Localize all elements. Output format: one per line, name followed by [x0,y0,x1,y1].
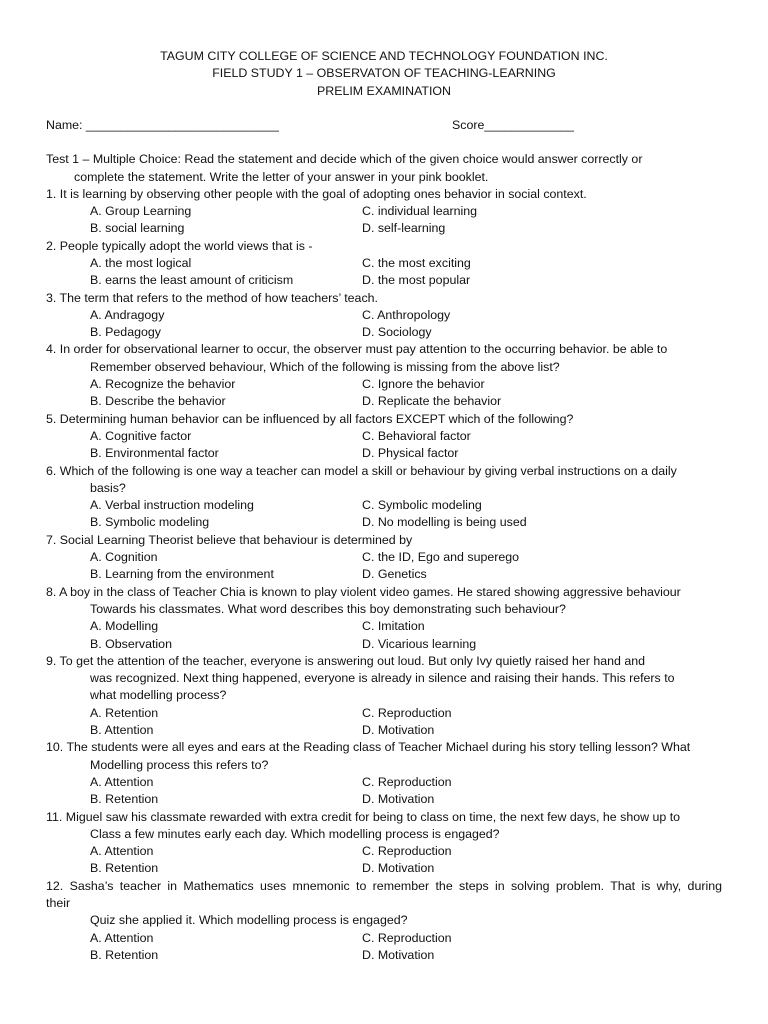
answer-options [46,307,722,342]
school-name: TAGUM CITY COLLEGE OF SCIENCE AND TECHNOLOGY FOUNDATION INC. [160,49,608,63]
question-stem-continued: Modelling process this refers to? [90,757,269,772]
answer-option: A. Group Learning [90,204,192,219]
answer-option: B. Retention [90,861,159,876]
question-stem: 10. The students were all eyes and ears at the Reading class of Teacher Michael during his story telling lesson? What [46,740,691,755]
answer-options [46,376,722,411]
question-3 [46,290,722,342]
exam-title: PRELIM EXAMINATION [316,83,452,98]
question-stem: 9. To get the attention of the teacher, everyone is answering out loud. But only Ivy quietly raised her hand and [46,653,646,668]
question-stem: 8. A boy in the class of Teacher Chia is known to play violent video games. He stared showing aggressive behaviour [46,584,681,599]
answer-options [46,774,722,809]
question-stem-continued: Towards his classmates. What word describes this boy demonstrating such behaviour? [90,601,566,616]
question-2 [46,238,722,290]
instructions-line: Test 1 – Multiple Choice: Read the statement and decide which of the given choice would answer correctly or [46,152,643,167]
answer-options [46,255,722,290]
exam-header [46,48,722,100]
answer-option: B. Observation [90,636,172,651]
question-12 [46,878,722,964]
answer-option: A. Attention [90,774,154,789]
answer-option: B. Symbolic modeling [90,515,210,530]
score-field: Score_____________ [452,118,574,133]
answer-option: D. self-learning [362,221,446,236]
answer-option: D. Motivation [362,723,435,738]
answer-option: B. Describe the behavior [90,394,226,409]
answer-option: B. Retention [90,947,159,962]
answer-option: A. Attention [90,844,154,859]
question-5 [46,411,722,463]
answer-option: D. Replicate the behavior [362,394,502,409]
question-8 [46,584,722,653]
answer-options [46,549,722,584]
answer-option: A. Andragogy [90,307,165,322]
answer-option: B. earns the least amount of criticism [90,273,294,288]
answer-options [46,497,722,532]
question-stem-continued: was recognized. Next thing happened, everyone is already in silence and raising their hands. This refers to [90,671,675,686]
question-7 [46,532,722,584]
answer-option: C. Reproduction [362,930,452,945]
question-9 [46,653,722,739]
answer-option: A. Cognitive factor [90,428,192,443]
question-stem: 4. In order for observational learner to occur, the observer must pay attention to the occurring behavior. be able to [46,342,668,357]
answer-option: B. Environmental factor [90,446,219,461]
answer-option: D. Genetics [362,567,427,582]
answer-options [46,203,722,238]
answer-option: C. Imitation [362,619,425,634]
question-stem-continued: Class a few minutes early each day. Which modelling process is engaged? [90,826,500,841]
answer-option: A. Retention [90,705,159,720]
question-4 [46,341,722,410]
answer-option: D. the most popular [362,273,471,288]
answer-option: B. Attention [90,723,154,738]
answer-option: B. Pedagogy [90,325,161,340]
question-stem-continued: basis? [90,480,126,495]
question-stem: 7. Social Learning Theorist believe that behaviour is determined by [46,532,413,547]
question-list [46,186,722,964]
answer-option: A. Modelling [90,619,159,634]
question-6 [46,463,722,532]
answer-option: D. No modelling is being used [362,515,527,530]
answer-option: D. Vicarious learning [362,636,477,651]
answer-option: D. Motivation [362,792,435,807]
question-10 [46,739,722,808]
answer-option: C. Behavioral factor [362,428,471,443]
answer-option: A. Attention [90,930,154,945]
answer-option: D. Physical factor [362,446,459,461]
question-1 [46,186,722,238]
question-stem: 6. Which of the following is one way a teacher can model a skill or behaviour by giving verbal instructions on a daily [46,463,677,478]
answer-option: A. Verbal instruction modeling [90,498,254,513]
answer-option: C. individual learning [362,204,478,219]
question-stem: 2. People typically adopt the world views that is - [46,238,313,253]
answer-option: A. Recognize the behavior [90,377,236,392]
test-instructions [46,151,722,186]
question-stem: 11. Miguel saw his classmate rewarded with extra credit for being to class on time, the next few days, he show up to [46,809,681,824]
question-stem-continued: Remember observed behaviour, Which of the following is missing from the above list? [90,359,560,374]
answer-option: C. Symbolic modeling [362,498,482,513]
answer-options [46,618,722,653]
answer-option: A. the most logical [90,256,192,270]
answer-options [46,705,722,740]
question-stem: 1. It is learning by observing other people with the goal of adopting ones behavior in social context. [46,186,587,201]
answer-option: C. Anthropology [362,307,451,322]
course-title: FIELD STUDY 1 – OBSERVATON OF TEACHING-LEARNING [212,66,556,81]
answer-option: B. Learning from the environment [90,567,274,582]
question-stem-continued: what modelling process? [90,688,227,703]
answer-option: C. Reproduction [362,774,452,789]
name-field: Name: ____________________________ [46,118,279,133]
answer-option: C. Ignore the behavior [362,377,485,392]
answer-option: B. social learning [90,221,185,236]
answer-options [46,930,722,965]
answer-option: B. Retention [90,792,159,807]
answer-option: A. Cognition [90,550,158,565]
answer-option: C. Reproduction [362,844,452,859]
answer-options [46,843,722,878]
answer-option: C. Reproduction [362,705,452,720]
question-stem-continued: their [46,895,71,910]
student-fields [46,117,722,134]
answer-options [46,428,722,463]
answer-option: C. the most exciting [362,256,471,270]
answer-option: C. the ID, Ego and superego [362,550,520,565]
question-stem: 12. Sasha’s teacher in Mathematics uses mnemonic to remember the steps in solving problem. That is why, during [46,878,722,893]
answer-option: D. Sociology [362,325,432,340]
question-11 [46,809,722,878]
question-stem: 3. The term that refers to the method of how teachers’ teach. [46,290,378,305]
answer-option: D. Motivation [362,947,435,962]
answer-option: D. Motivation [362,861,435,876]
question-stem: 5. Determining human behavior can be influenced by all factors EXCEPT which of the following? [46,411,574,426]
question-stem-continued: Quiz she applied it. Which modelling process is engaged? [90,913,408,928]
instructions-line: complete the statement. Write the letter of your answer in your pink booklet. [74,169,489,184]
